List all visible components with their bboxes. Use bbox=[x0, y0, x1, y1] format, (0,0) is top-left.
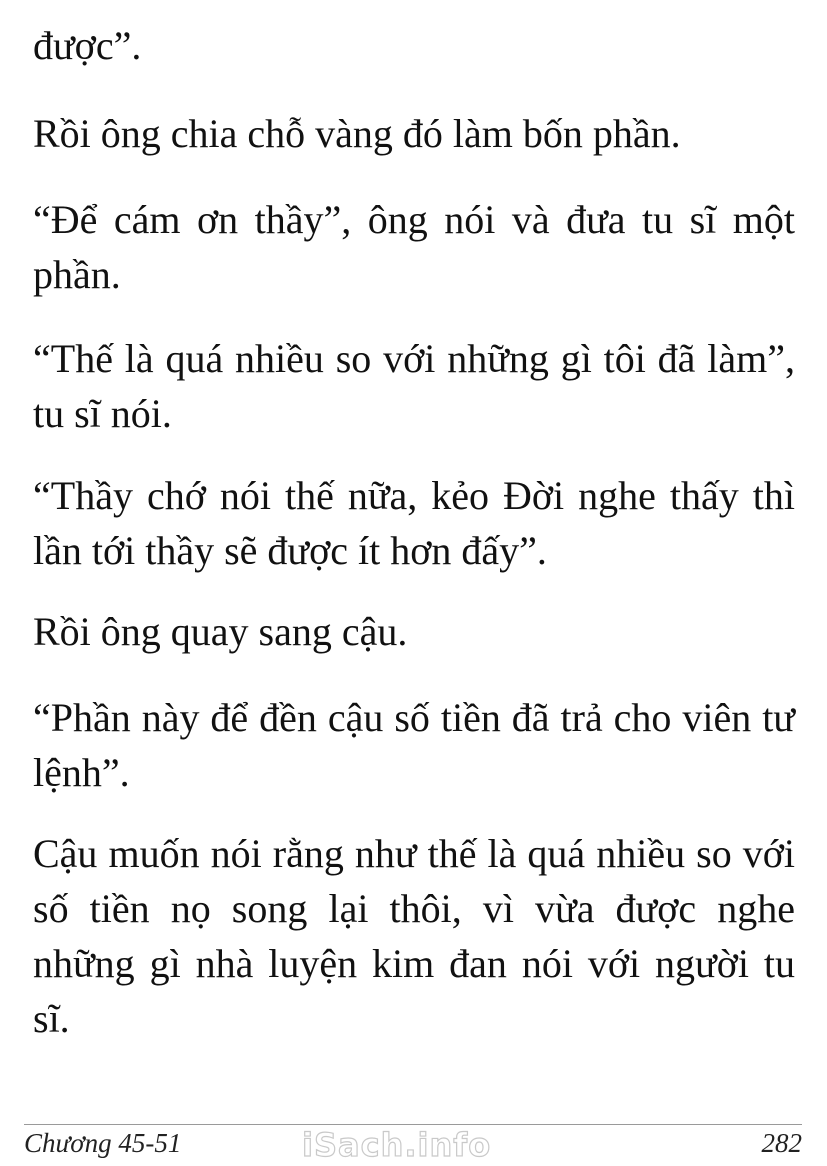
paragraph: “Thầy chớ nói thế nữa, kẻo Đời nghe thấy thì lần tới thầy sẽ được ít hơn đấy”. bbox=[33, 473, 795, 573]
site-watermark-logo: iSach.info bbox=[302, 1126, 492, 1164]
paragraph: “Để cám ơn thầy”, ông nói và đưa tu sĩ một phần. bbox=[33, 197, 795, 297]
paragraph: Rồi ông quay sang cậu. bbox=[33, 609, 408, 654]
page-footer bbox=[24, 1124, 802, 1164]
paragraph: Rồi ông chia chỗ vàng đó làm bốn phần. bbox=[33, 111, 681, 156]
footer-divider bbox=[24, 1124, 802, 1125]
paragraph: Cậu muốn nói rằng như thế là quá nhiều so với số tiền nọ song lại thôi, vì vừa được nghe những gì nhà luyện kim đan nói với người tu sĩ. bbox=[33, 831, 795, 1041]
chapter-label: Chương 45-51 bbox=[24, 1128, 182, 1158]
paragraph: được”. bbox=[33, 23, 142, 68]
page-number: 282 bbox=[761, 1128, 802, 1158]
paragraph: “Phần này để đền cậu số tiền đã trả cho viên tư lệnh”. bbox=[33, 695, 795, 795]
paragraph: “Thế là quá nhiều so với những gì tôi đã làm”, tu sĩ nói. bbox=[33, 336, 795, 436]
